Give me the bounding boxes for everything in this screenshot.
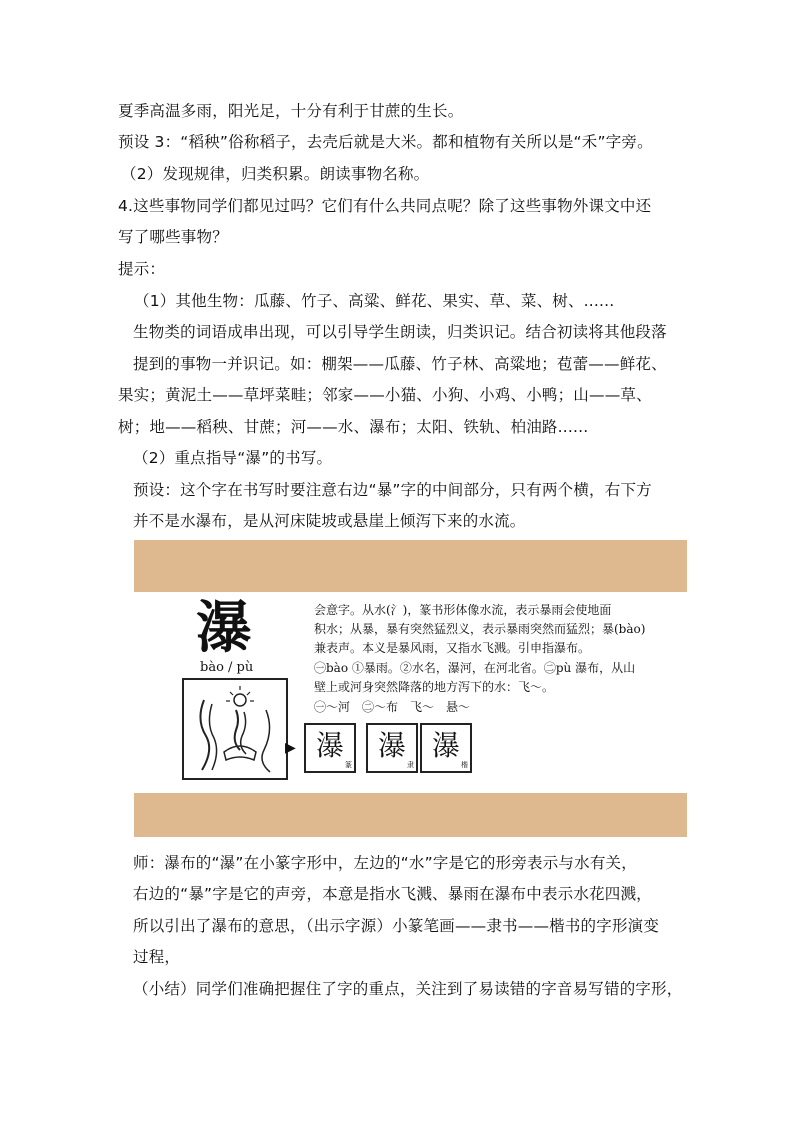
- pictograph-image: [182, 678, 288, 780]
- regular-script-box: [420, 723, 472, 773]
- regular-script-label: 楷: [461, 761, 468, 769]
- paragraph: 右边的“暴”字是它的声旁，本意是指水飞溅、暴雨在瀑布中表示水花四溅，: [133, 885, 652, 903]
- headword-pinyin: bào / pù: [200, 660, 254, 675]
- paragraph: （2）发现规律，归类积累。朗读事物名称。: [121, 165, 430, 183]
- clerical-script-box: [366, 723, 418, 773]
- dictionary-entry: [134, 592, 687, 793]
- definition-line: ㊀bào ①暴雨。②水名，瀑河，在河北省。㊁pù 瀑布，从山: [314, 661, 636, 675]
- paragraph: 过程，: [133, 948, 181, 966]
- paragraph: 生物类的词语成串出现，可以引导学生朗读，归类识记。结合初读将其他段落: [133, 323, 667, 341]
- waterfall-pictograph-icon: [184, 680, 286, 778]
- definition-line: 壁上或河身突然降落的地方泻下的水：飞～。: [314, 680, 555, 694]
- figure-top-band: [134, 540, 687, 592]
- clerical-script-glyph: 瀑: [377, 729, 406, 762]
- paragraph: 夏季高温多雨，阳光足，十分有利于甘蔗的生长。: [118, 102, 464, 120]
- paragraph: 提示：: [118, 260, 166, 278]
- headword-character: 瀑: [196, 595, 252, 661]
- definition-line: 积水；从暴，暴有突然猛烈义，表示暴雨突然而猛烈；暴(bào): [314, 622, 646, 636]
- figure-bottom-band: [134, 793, 687, 837]
- paragraph: 树；地——稻秧、甘蔗；河——水、瀑布；太阳、铁轨、柏油路......: [118, 418, 589, 436]
- paragraph: 师：瀑布的“瀑”在小篆字形中，左边的“水”字是它的形旁表示与水有关，: [133, 854, 637, 872]
- evolution-arrow-icon: ▶: [285, 740, 296, 756]
- paragraph: 果实；黄泥土——草坪菜畦；邻家——小猫、小狗、小鸡、小鸭；山——草、: [118, 386, 652, 404]
- paragraph: （1）其他生物：瓜藤、竹子、高粱、鲜花、果实、草、菜、树、......: [134, 292, 615, 310]
- paragraph: 写了哪些事物？: [118, 228, 228, 246]
- character-origin-figure: [134, 540, 687, 837]
- regular-script-glyph: 瀑: [431, 729, 460, 762]
- paragraph: 并不是水瀑布，是从河床陡坡或悬崖上倾泻下来的水流。: [133, 512, 526, 530]
- seal-script-label: 篆: [345, 761, 352, 769]
- clerical-script-label: 隶: [407, 761, 414, 769]
- paragraph: （2）重点指导“瀑”的书写。: [133, 449, 333, 467]
- paragraph: 提到的事物一并识记。如：棚架——瓜藤、竹子林、高粱地；苞蕾——鲜花、: [133, 355, 667, 373]
- paragraph: 预设：这个字在书写时要注意右边“暴”字的中间部分，只有两个横，右下方: [133, 481, 652, 499]
- definition-line: 兼表声。本义是暴风雨，又指水飞溅。引申指瀑布。: [314, 641, 591, 655]
- definition-line: ㊀～河 ㊁～布 飞～ 悬～: [314, 700, 471, 714]
- paragraph: （小结）同学们准确把握住了字的重点，关注到了易读错的字音易写错的字形，: [133, 980, 683, 998]
- definition-line: 会意字。从水(氵)，篆书形体像水流，表示暴雨会使地面: [314, 603, 612, 617]
- paragraph: 预设 3：“稻秧”俗称稻子，去壳后就是大米。都和植物有关所以是“禾”字旁。: [118, 133, 653, 151]
- seal-script-box: [304, 723, 356, 773]
- paragraph: 4.这些事物同学们都见过吗？它们有什么共同点呢？除了这些事物外课文中还: [118, 197, 652, 215]
- seal-script-glyph: 瀑: [315, 729, 344, 762]
- paragraph: 所以引出了瀑布的意思，（出示字源）小篆笔画——隶书——楷书的字形演变: [133, 917, 660, 935]
